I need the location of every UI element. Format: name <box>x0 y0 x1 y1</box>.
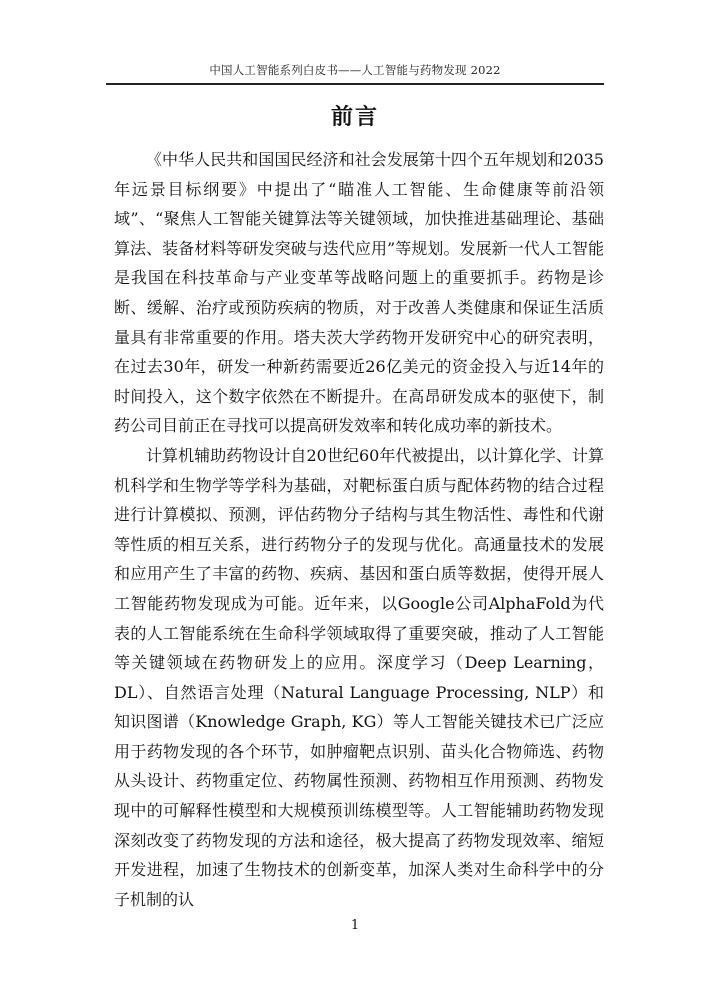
paragraph-1: 《中华人民共和国国民经济和社会发展第十四个五年规划和2035年远景目标纲要》中提出了“瞄准人工智能、生命健康等前沿领域”、“聚焦人工智能关键算法等关键领域，加快推进基础理论、基础算法、装备材料等研发突破与迭代应用”等规划。发展新一代人工智能是我国在科技革命与产业变革等战略问题上的重要抓手。药物是诊断、缓解、治疗或预防疾病的物质，对于改善人类健康和保证生活质量具有非常重要的作用。塔夫茨大学药物开发研究中心的研究表明，在过去30年，研发一种新药需要近26亿美元的资金投入与近14年的时间投入，这个数字依然在不断提升。在高昂研发成本的驱使下，制药公司目前正在寻找可以提高研发效率和转化成功率的新技术。 <box>114 150 604 436</box>
header-rule <box>106 83 604 85</box>
running-header: 中国人工智能系列白皮书——人工智能与药物发现 2022 <box>209 63 501 77</box>
body-text <box>114 145 604 914</box>
page-number: 1 <box>350 918 360 933</box>
section-title: 前言 <box>330 104 379 130</box>
paragraph-2: 计算机辅助药物设计自20世纪60年代被提出，以计算化学、计算机科学和生物学等学科为基础，对靶标蛋白质与配体药物的结合过程进行计算模拟、预测，评估药物分子结构与其生物活性、毒性和代谢等性质的相互关系，进行药物分子的发现与优化。高通量技术的发展和应用产生了丰富的药物、疾病、基因和蛋白质等数据，使得开展人工智能药物发现成为可能。近年来，以Google公司AlphaFold为代表的人工智能系统在生命科学领域取得了重要突破，推动了人工智能等关键领域在药物研发上的应用。深度学习（Deep Learning，DL）、自然语言处理（Natural Language Processing, NLP）和知识图谱（Knowledge Graph, KG）等人工智能关键技术已广泛应用于药物发现的各个环节，如肿瘤靶点识别、苗头化合物筛选、药物从头设计、药物重定位、药物属性预测、药物相互作用预测、药物发现中的可解释性模型和大规模预训练模型等。人工智能辅助药物发现深刻改变了药物发现的方法和途径，极大提高了药物发现效率、缩短开发进程，加速了生物技术的创新变革，加深人类对生命科学中的分子机制的认 <box>114 445 604 909</box>
